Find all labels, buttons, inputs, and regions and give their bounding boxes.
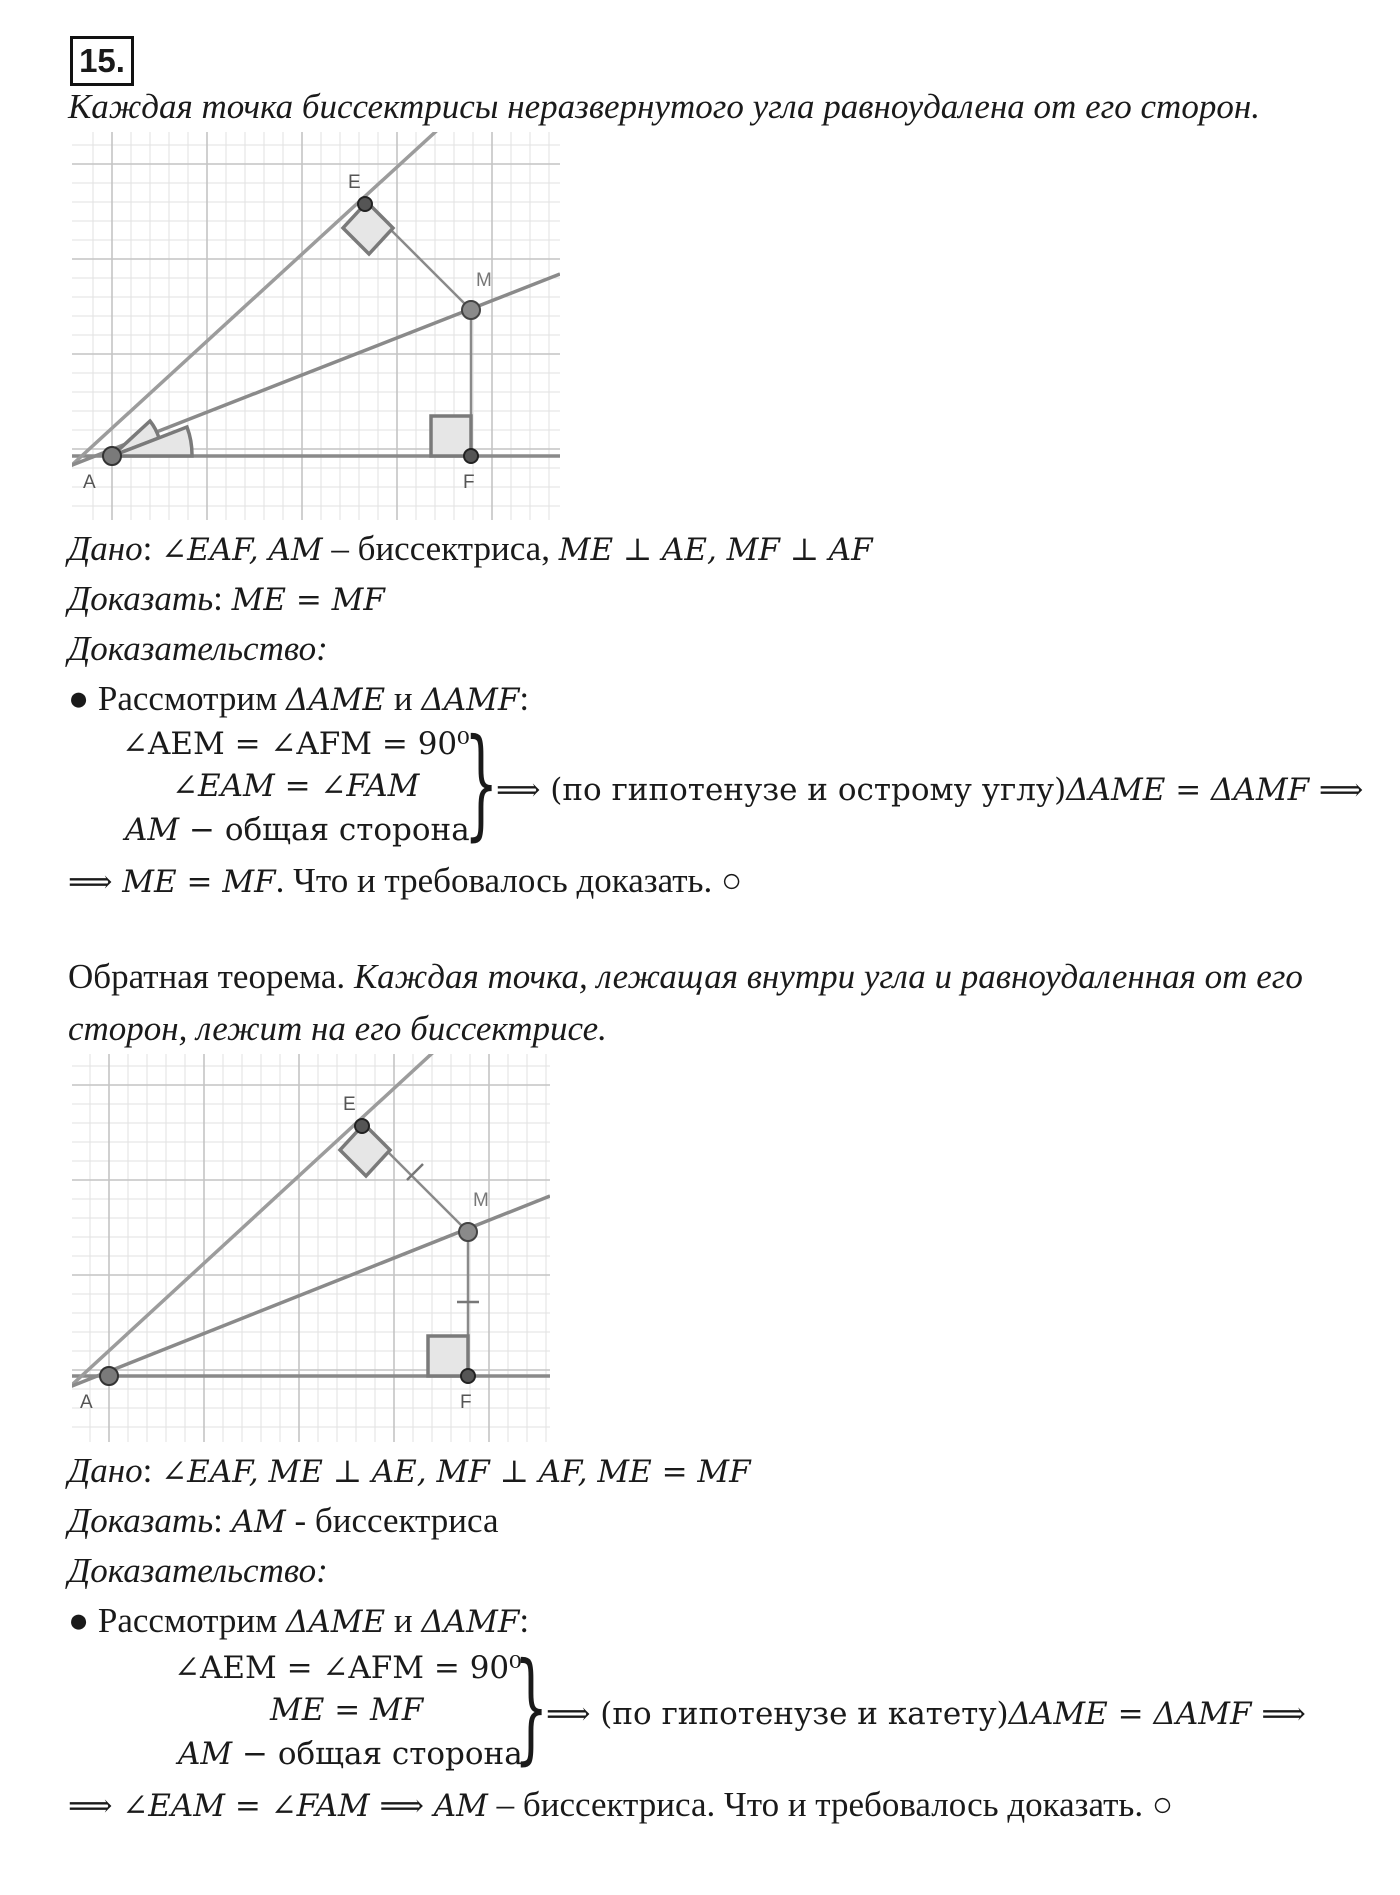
given-line-1: Дано: ∠EAF, AM – биссектриса, ME ⊥ AE, MF ⊥ AF	[68, 529, 873, 568]
system2-line2: ME = MF	[270, 1692, 424, 1728]
segment-am-2	[72, 1196, 550, 1390]
label-a: A	[83, 472, 96, 493]
point-a	[103, 447, 121, 465]
prove-line-1: Доказать: ME = MF	[68, 579, 385, 618]
point-a-2	[100, 1367, 118, 1385]
point-f	[464, 449, 478, 463]
label-m: M	[476, 270, 492, 291]
figure-1-diagram	[72, 132, 560, 520]
label-e: E	[348, 172, 361, 193]
system2-conclusion: ⟹ (по гипотенузе и катету)ΔAME = ΔAMF ⟹	[546, 1696, 1306, 1732]
figure-2-diagram	[72, 1054, 550, 1442]
system1-brace: }	[464, 714, 499, 853]
consider-line-2: ● Рассмотрим ΔAME и ΔAMF:	[68, 1601, 530, 1640]
figure-1-grid	[72, 132, 560, 520]
point-e	[358, 197, 372, 211]
consider-line-1: ● Рассмотрим ΔAME и ΔAMF:	[68, 679, 530, 718]
system2-line1: ∠AEM = ∠AFM = 90⁰	[174, 1650, 522, 1686]
point-m	[462, 301, 480, 319]
figure-1-major-grid	[72, 132, 560, 520]
label-f-2: F	[460, 1392, 472, 1413]
final-line-1: ⟹ ME = MF. Что и требовалось доказать. ○	[68, 861, 743, 900]
point-m-2	[459, 1223, 477, 1241]
proof-label-2: Доказательство:	[68, 1551, 328, 1590]
point-e-2	[355, 1119, 369, 1133]
label-m-2: M	[473, 1190, 489, 1211]
given-line-2: Дано: ∠EAF, ME ⊥ AE, MF ⊥ AF, ME = MF	[68, 1451, 751, 1490]
system1-conclusion: ⟹ (по гипотенузе и острому углу)ΔAME = ΔAMF ⟹	[496, 772, 1364, 808]
right-angle-mark-f-2	[428, 1336, 468, 1376]
system1-line1: ∠AEM = ∠AFM = 90⁰	[122, 726, 470, 762]
converse-theorem-line-2: сторон, лежит на его биссектрисе.	[68, 1009, 607, 1048]
final-line-2: ⟹ ∠EAM = ∠FAM ⟹ AM – биссектриса. Что и требовалось доказать. ○	[68, 1785, 1174, 1824]
problem-number: 15.	[70, 36, 134, 86]
prove-line-2: Доказать: AM - биссектриса	[68, 1501, 499, 1540]
converse-theorem-line-1: Обратная теорема. Каждая точка, лежащая внутри угла и равноудаленная от его	[68, 957, 1303, 996]
label-a-2: A	[80, 1392, 93, 1413]
system2-brace: }	[514, 1638, 549, 1777]
label-f: F	[463, 472, 475, 493]
system2-line3: AM − общая сторона	[178, 1736, 523, 1772]
label-e-2: E	[343, 1094, 356, 1115]
ray-ae-2	[72, 1054, 440, 1394]
system1-line3: AM − общая сторона	[125, 812, 470, 848]
system1-line2: ∠EAM = ∠FAM	[172, 768, 420, 804]
theorem-statement: Каждая точка биссектрисы неразвернутого угла равноудалена от его сторон.	[68, 87, 1260, 126]
figure-2-major-grid	[72, 1054, 550, 1442]
proof-label-1: Доказательство:	[68, 629, 328, 668]
point-f-2	[461, 1369, 475, 1383]
right-angle-mark-f	[431, 416, 471, 456]
figure-2-grid	[72, 1054, 550, 1442]
